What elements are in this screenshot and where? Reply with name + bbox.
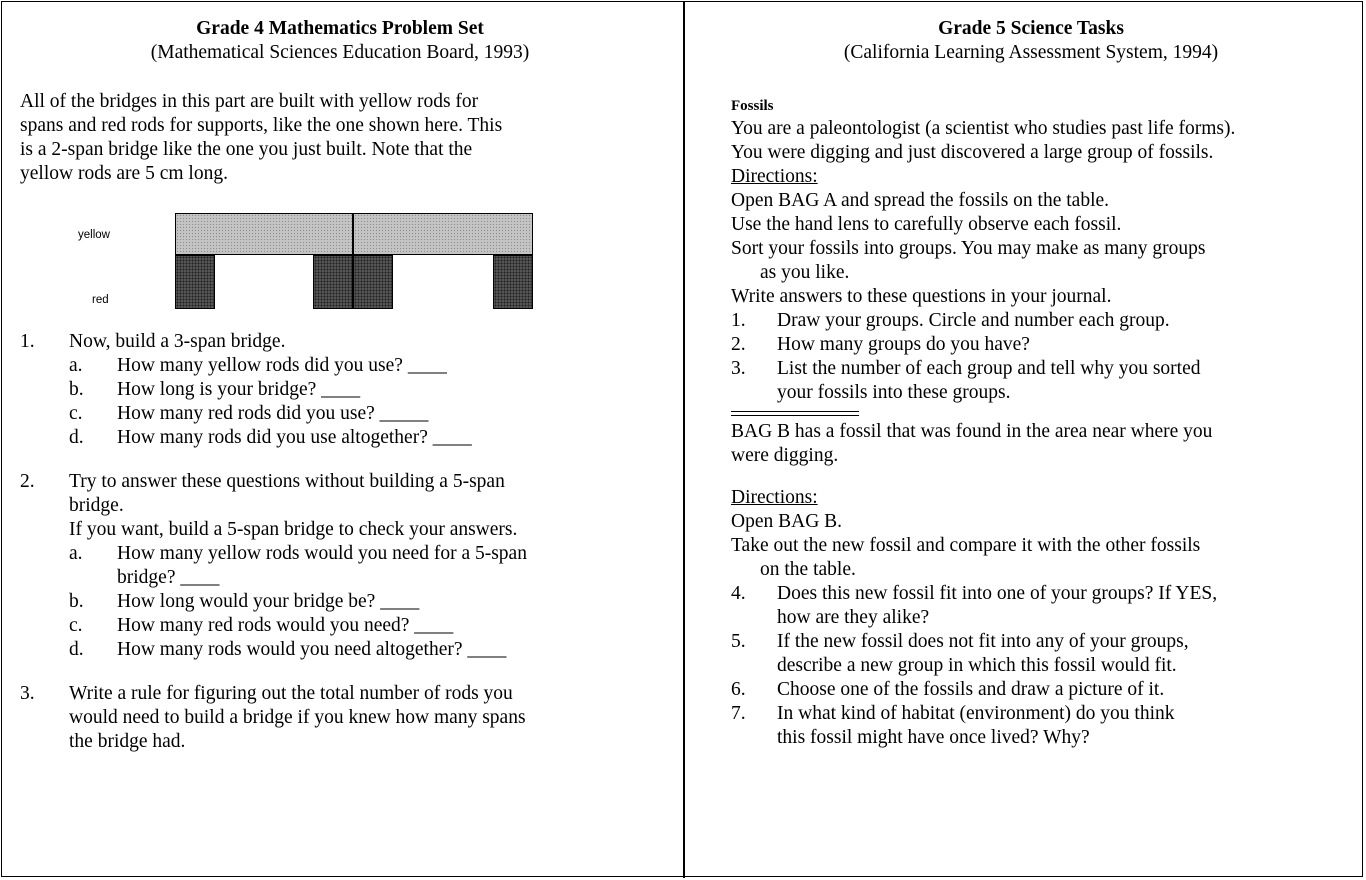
math-title: Grade 4 Mathematics Problem Set <box>196 18 484 39</box>
question-text: the bridge had. <box>69 731 186 752</box>
red-support-rod <box>313 255 353 309</box>
sub-text: How many yellow rods did you use? ____ <box>117 355 447 376</box>
bag-b-line: BAG B has a fossil that was found in the area near where you <box>731 421 1213 442</box>
sub-question <box>69 542 660 590</box>
question-text: Try to answer these questions without building a 5-span <box>69 471 505 492</box>
sub-text: How long would your bridge be? ____ <box>117 591 420 612</box>
red-support-rod <box>175 255 215 309</box>
question-number: 2. <box>20 471 35 492</box>
sub-text: How many red rods did you use? _____ <box>117 403 429 424</box>
intro-line: yellow rods are 5 cm long. <box>20 163 228 184</box>
intro-line: spans and red rods for supports, like the one shown here. This <box>20 115 503 136</box>
sub-question <box>69 354 660 378</box>
task-text: In what kind of habitat (environment) do you think <box>777 703 1175 724</box>
section-separator <box>731 411 859 416</box>
sub-question <box>69 638 660 662</box>
sub-letter: b. <box>69 591 84 612</box>
column-divider <box>683 1 685 878</box>
question-number: 1. <box>20 331 35 352</box>
sub-text: How long is your bridge? ____ <box>117 379 361 400</box>
task-item <box>731 702 1359 750</box>
science-title: Grade 5 Science Tasks <box>938 18 1124 39</box>
red-support-rod <box>493 255 533 309</box>
yellow-label: yellow <box>78 229 110 241</box>
task-item <box>731 309 1359 333</box>
yellow-span-rod <box>353 213 533 255</box>
section-title: Fossils <box>731 98 774 114</box>
intro-line: is a 2-span bridge like the one you just built. Note that the <box>20 139 473 160</box>
sub-letter: c. <box>69 403 83 424</box>
task-text: your fossils into these groups. <box>777 382 1011 403</box>
sub-letter: a. <box>69 355 83 376</box>
intro-line: You are a paleontologist (a scientist who studies past life forms). <box>731 118 1236 139</box>
question-3 <box>20 682 660 754</box>
task-text: Choose one of the fossils and draw a picture of it. <box>777 679 1165 700</box>
task-item <box>731 678 1359 702</box>
direction-line: Open BAG A and spread the fossils on the table. <box>731 190 1110 211</box>
science-column <box>731 0 1359 750</box>
sub-text: bridge? ____ <box>117 567 220 588</box>
directions-heading: Directions: <box>731 166 818 187</box>
math-intro <box>20 90 660 186</box>
question-text: would need to build a bridge if you knew how many spans <box>69 707 526 728</box>
question-number: 3. <box>20 683 35 704</box>
question-2 <box>20 470 660 662</box>
question-1 <box>20 330 660 450</box>
direction-line: Use the hand lens to carefully observe each fossil. <box>731 214 1122 235</box>
yellow-span-rod <box>175 213 353 255</box>
task-text: how are they alike? <box>777 607 930 628</box>
red-label: red <box>92 294 109 306</box>
science-header <box>731 17 1331 65</box>
red-support-rod <box>353 255 393 309</box>
question-text: Now, build a 3-span bridge. <box>69 331 286 352</box>
question-text: If you want, build a 5-span bridge to check your answers. <box>69 519 518 540</box>
task-text: List the number of each group and tell why you sorted <box>777 358 1201 379</box>
science-source: (California Learning Assessment System, 1994) <box>843 42 1219 63</box>
math-source: (Mathematical Sciences Education Board, 1993) <box>150 42 530 63</box>
sub-question <box>69 378 660 402</box>
task-number: 7. <box>731 703 746 724</box>
bag-b-line: were digging. <box>731 445 839 466</box>
task-text: Draw your groups. Circle and number each group. <box>777 310 1170 331</box>
direction-line: Write answers to these questions in your journal. <box>731 286 1112 307</box>
sub-letter: d. <box>69 639 84 660</box>
question-text: Write a rule for figuring out the total number of rods you <box>69 683 513 704</box>
sub-question <box>69 590 660 614</box>
sub-letter: d. <box>69 427 84 448</box>
direction-line: on the table. <box>760 559 856 580</box>
sub-letter: a. <box>69 543 83 564</box>
direction-line: as you like. <box>760 262 850 283</box>
task-item <box>731 357 1359 405</box>
task-text: How many groups do you have? <box>777 334 1030 355</box>
sub-text: How many rods would you need altogether? ____ <box>117 639 507 660</box>
math-column <box>20 0 660 754</box>
sub-text: How many rods did you use altogether? ____ <box>117 427 472 448</box>
task-number: 2. <box>731 334 746 355</box>
task-text: describe a new group in which this fossil would fit. <box>777 655 1177 676</box>
sub-text: How many red rods would you need? ____ <box>117 615 454 636</box>
task-number: 4. <box>731 583 746 604</box>
bridge-diagram <box>20 200 660 330</box>
task-number: 6. <box>731 679 746 700</box>
sub-question <box>69 426 660 450</box>
task-number: 1. <box>731 310 746 331</box>
direction-line: Open BAG B. <box>731 511 843 532</box>
direction-line: Sort your fossils into groups. You may make as many groups <box>731 238 1206 259</box>
task-text: this fossil might have once lived? Why? <box>777 727 1090 748</box>
direction-line: Take out the new fossil and compare it with the other fossils <box>731 535 1201 556</box>
question-text: bridge. <box>69 495 124 516</box>
intro-line: You were digging and just discovered a large group of fossils. <box>731 142 1214 163</box>
sub-question <box>69 614 660 638</box>
task-text: Does this new fossil fit into one of your groups? If YES, <box>777 583 1218 604</box>
math-header <box>20 17 660 65</box>
sub-letter: c. <box>69 615 83 636</box>
intro-line: All of the bridges in this part are built with yellow rods for <box>20 91 479 112</box>
directions-heading: Directions: <box>731 487 818 508</box>
sub-letter: b. <box>69 379 84 400</box>
task-item <box>731 582 1359 630</box>
sub-question <box>69 402 660 426</box>
task-item <box>731 333 1359 357</box>
task-number: 3. <box>731 358 746 379</box>
task-text: If the new fossil does not fit into any of your groups, <box>777 631 1189 652</box>
task-item <box>731 630 1359 678</box>
sub-text: How many yellow rods would you need for a 5-span <box>117 543 527 564</box>
task-number: 5. <box>731 631 746 652</box>
